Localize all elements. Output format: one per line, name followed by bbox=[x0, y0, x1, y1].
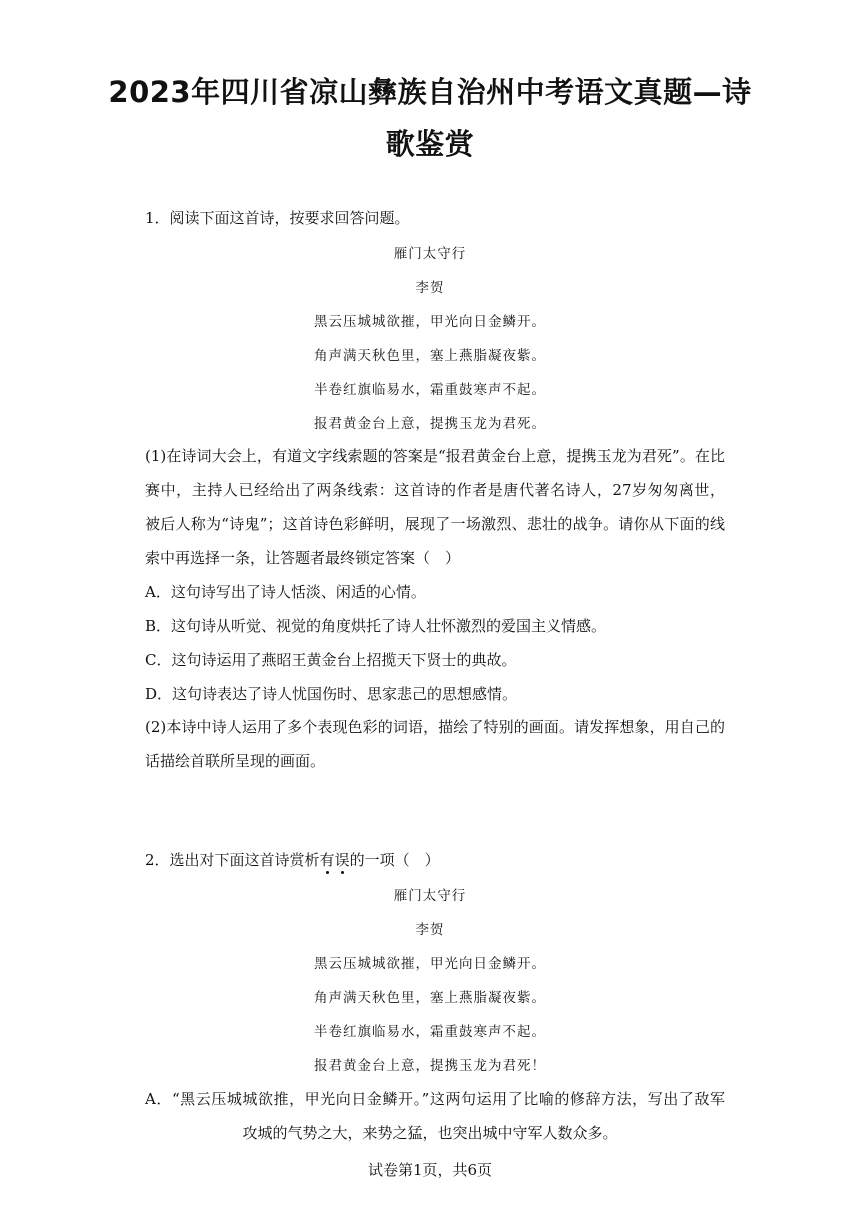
q1-sub1-text: 索中再选择一条，让答题者最终锁定答案（ ） bbox=[145, 549, 461, 567]
q1-sub1-text: 被后人称为“诗鬼”；这首诗色彩鲜明，展现了一场激烈、悲壮的战争。请你从下面的线 bbox=[145, 515, 725, 533]
q2-poem-author: 李贺 bbox=[415, 922, 445, 938]
q1-option-c: C．这句诗运用了燕昭王黄金台上招揽天下贤士的典故。 bbox=[145, 651, 517, 669]
page-footer: 试卷第1页，共6页 bbox=[367, 1161, 493, 1179]
q1-sub1-text: 赛中，主持人已经给出了两条线索：这首诗的作者是唐代著名诗人，27岁匆匆离世， bbox=[145, 481, 725, 499]
q2-poem-line: 半卷红旗临易水，霜重鼓寒声不起。 bbox=[314, 1024, 546, 1040]
q1-poem-title: 雁门太守行 bbox=[393, 246, 467, 262]
question-2-prompt bbox=[145, 849, 725, 870]
title-line-1: 2023年四川省凉山彝族自治州中考语文真题—诗 bbox=[108, 75, 752, 109]
q2-option-a-line-1: A．“黑云压城城欲推，甲光向日金鳞开。”这两句运用了比喻的修辞方法，写出了敌军 bbox=[145, 1090, 725, 1108]
q1-sub2-text: (2)本诗中诗人运用了多个表现色彩的词语，描绘了特别的画面。请发挥想象，用自己的 bbox=[145, 718, 725, 736]
question-1-prompt: 1．阅读下面这首诗，按要求回答问题。 bbox=[145, 209, 410, 227]
q1-poem-line: 黑云压城城欲摧，甲光向日金鳞开。 bbox=[314, 314, 546, 330]
q1-poem-line: 报君黄金台上意，提携玉龙为君死。 bbox=[314, 416, 546, 432]
emphasis-char: 有 bbox=[319, 851, 335, 869]
q2-poem-title: 雁门太守行 bbox=[393, 888, 467, 904]
q2-prompt-emphasis bbox=[320, 851, 350, 869]
q1-sub1-text: (1)在诗词大会上，有道文字线索题的答案是“报君黄金台上意，提携玉龙为君死”。在比 bbox=[145, 447, 725, 465]
document-title bbox=[90, 66, 770, 170]
q1-poem-author: 李贺 bbox=[415, 280, 445, 296]
q1-option-b: B．这句诗从听觉、视觉的角度烘托了诗人壮怀激烈的爱国主义情感。 bbox=[145, 617, 607, 635]
q2-option-a-line-2: 攻城的气势之大，来势之猛，也突出城中守军人数众多。 bbox=[242, 1124, 618, 1142]
q1-poem-line: 角声满天秋色里，塞上燕脂凝夜紫。 bbox=[314, 348, 546, 364]
q2-prompt-post: 的一项（ ） bbox=[349, 851, 440, 869]
q1-option-d: D．这句诗表达了诗人忧国伤时、思家悲己的思想感情。 bbox=[145, 685, 518, 703]
q1-poem-line: 半卷红旗临易水，霜重鼓寒声不起。 bbox=[314, 382, 546, 398]
q1-sub2-text: 话描绘首联所呈现的画面。 bbox=[145, 752, 326, 770]
q1-option-a: A．这句诗写出了诗人恬淡、闲适的心情。 bbox=[145, 583, 426, 601]
emphasis-char: 误 bbox=[334, 851, 350, 869]
q2-poem-line: 角声满天秋色里，塞上燕脂凝夜紫。 bbox=[314, 990, 546, 1006]
q2-poem-line: 黑云压城城欲摧，甲光向日金鳞开。 bbox=[314, 956, 546, 972]
q2-poem-line: 报君黄金台上意，提携玉龙为君死！ bbox=[314, 1058, 546, 1074]
q2-prompt-pre: 2．选出对下面这首诗赏析 bbox=[145, 851, 320, 869]
title-line-2: 歌鉴赏 bbox=[385, 127, 475, 161]
